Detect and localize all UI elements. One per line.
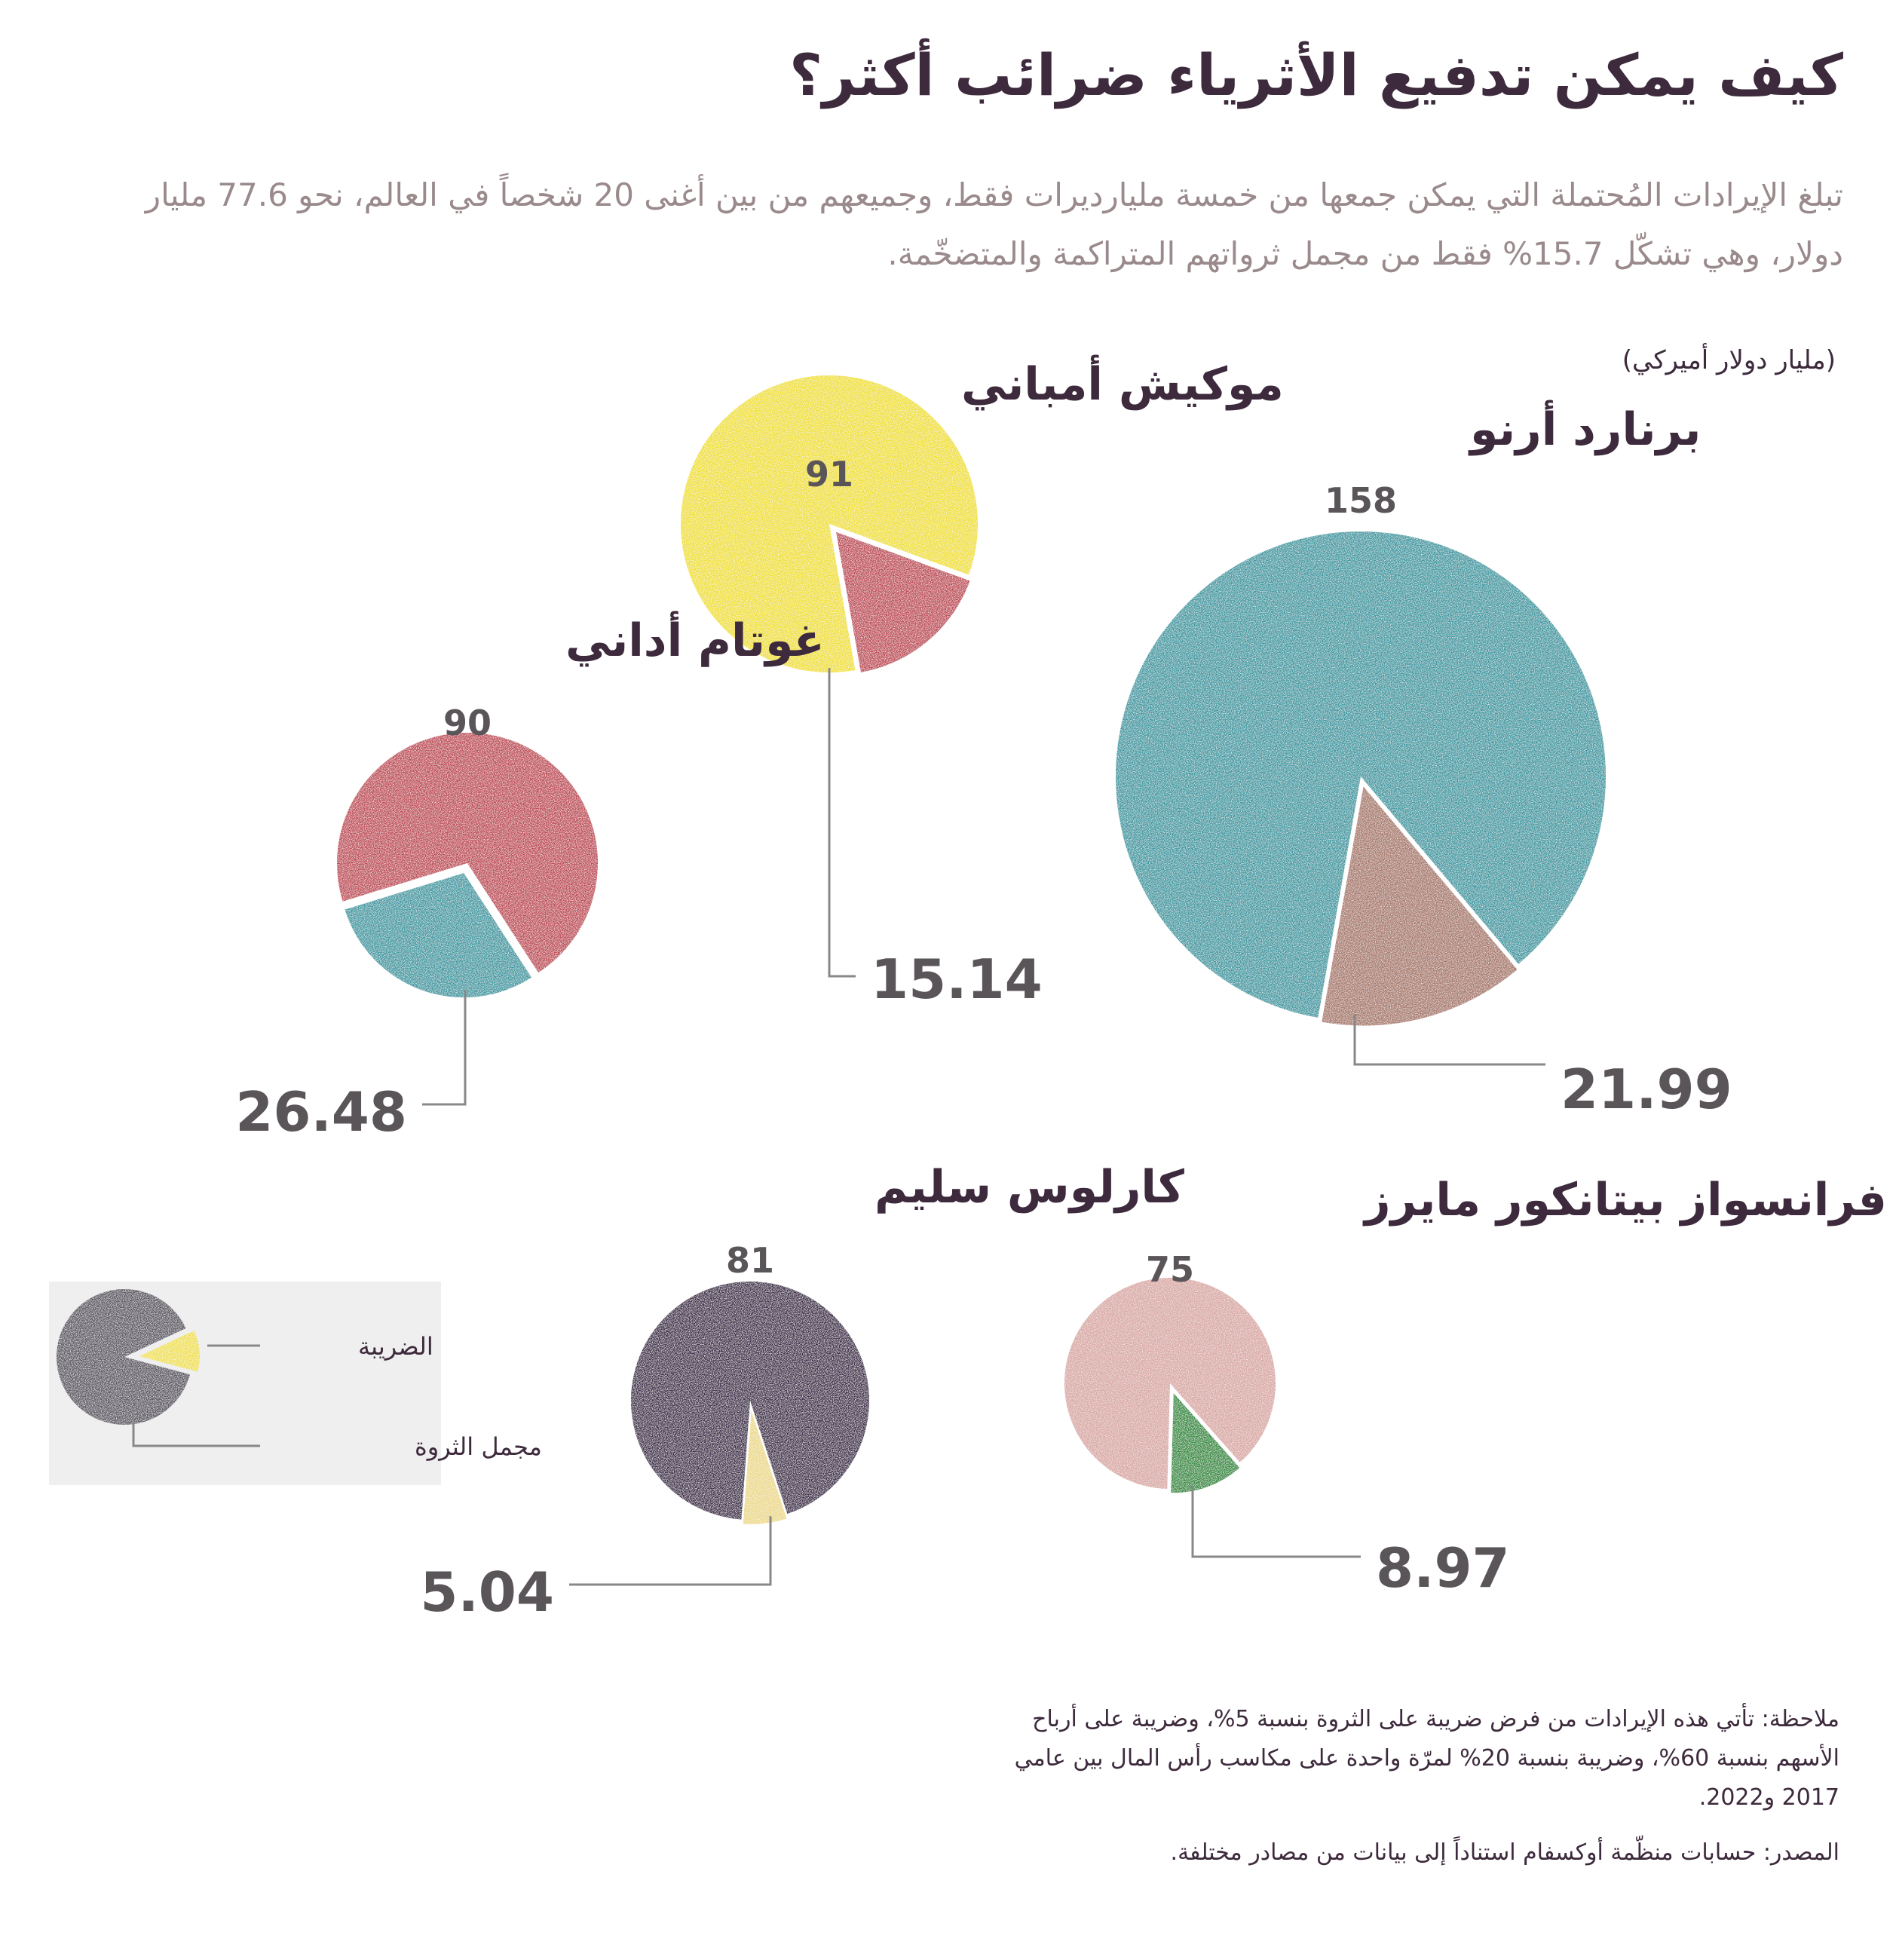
tax-label-meyers: 8.97	[1376, 1536, 1510, 1600]
legend-total-label: مجمل الثروة	[415, 1432, 542, 1461]
total-label-arnault: 158	[1324, 480, 1398, 521]
tax-leader-slim	[569, 1516, 770, 1585]
note-text: ملاحظة: تأتي هذه الإيرادات من فرض ضريبة على الثروة بنسبة 5%، وضريبة على أرباح الأسهم بنسبة 60%، وضريبة بنسبة 20% لمرّة واحدة على مكاسب رأس المال بين عامي 2017 و2022.	[1014, 1706, 1839, 1811]
legend-tax-label: الضريبة	[358, 1332, 433, 1361]
total-label-slim: 81	[725, 1240, 775, 1281]
tax-label-adani: 26.48	[235, 1080, 407, 1144]
chart-subtitle: تبلغ الإيرادات المُحتملة التي يمكن جمعها من خمسة مليارديرات فقط، وجميعهم من بين أغنى 20 شخصاً في العالم، نحو 77.6 مليار دولار، وهي تشكّل 15.7% فقط من مجمل ثرواتهم المتراكمة والمتضخّمة.	[145, 176, 1843, 272]
total-label-ambani: 91	[804, 454, 854, 495]
pie-adani	[235, 611, 824, 1144]
total-label-adani: 90	[443, 703, 492, 743]
total-slice-meyers	[1064, 1278, 1276, 1489]
unit-label: (مليار دولار أميركي)	[1622, 345, 1836, 375]
name-label-arnault: برنارد أرنو	[1470, 403, 1701, 456]
chart-title: كيف يمكن تدفيع الأثرياء ضرائب أكثر؟	[789, 41, 1843, 109]
tax-label-arnault: 21.99	[1561, 1058, 1732, 1121]
tax-leader-meyers	[1193, 1486, 1361, 1557]
source-text: المصدر: حسابات منظّمة أوكسفام استناداً إلى بيانات من مصادر مختلفة.	[1170, 1839, 1839, 1866]
legend	[49, 1282, 542, 1485]
pie-arnault	[1116, 400, 1732, 1121]
name-label-meyers: فرانسواز بيتانكور مايرز	[1365, 1174, 1887, 1227]
name-label-adani: غوتام أداني	[565, 614, 825, 667]
tax-label-ambani: 15.14	[871, 948, 1043, 1011]
total-label-meyers: 75	[1145, 1249, 1195, 1290]
tax-leader-ambani	[829, 668, 856, 976]
tax-leader-adani	[422, 990, 465, 1104]
name-label-slim: كارلوس سليم	[874, 1161, 1184, 1214]
name-label-ambani: موكيش أمباني	[961, 358, 1284, 411]
pie-meyers	[1064, 1174, 1887, 1600]
tax-label-slim: 5.04	[420, 1560, 554, 1624]
